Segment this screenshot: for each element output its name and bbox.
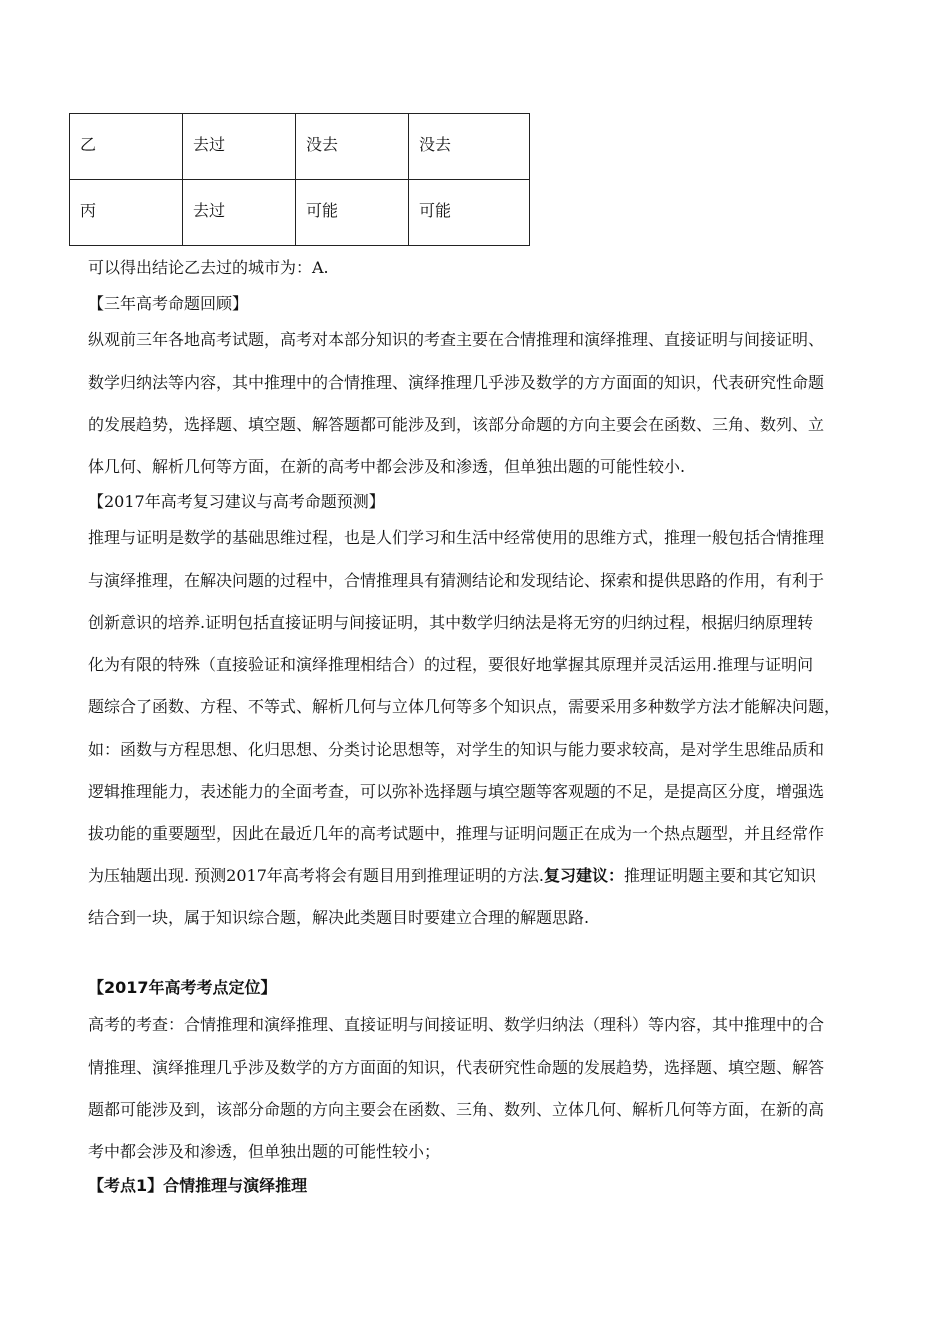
position-heading: 【2017年高考考点定位】: [88, 978, 277, 997]
table-cell: 没去: [409, 114, 530, 180]
conclusion-text: 可以得出结论乙去过的城市为：A.: [88, 258, 329, 277]
advice-line: 逻辑推理能力，表述能力的全面考查，可以弥补选择题与填空题等客观题的不足，是提高区分度，增强选: [88, 782, 825, 801]
city-visit-table: [69, 113, 530, 246]
advice-line: 创新意识的培养.证明包括直接证明与间接证明，其中数学归纳法是将无穷的归纳过程，根据归纳原理转: [88, 613, 814, 632]
advice-line-text: 推理证明题主要和其它知识: [624, 866, 817, 885]
advice-line: 结合到一块，属于知识综合题，解决此类题目时要建立合理的解题思路.: [88, 908, 590, 927]
advice-line: 与演绎推理，在解决问题的过程中，合情推理具有猜测结论和发现结论、探索和提供思路的作用，有利于: [88, 571, 825, 590]
review-heading: 【三年高考命题回顾】: [88, 294, 249, 313]
table-cell: 去过: [183, 114, 296, 180]
advice-line: 拔功能的重要题型，因此在最近几年的高考试题中，推理与证明问题正在成为一个热点题型，并且经常作: [88, 824, 825, 843]
position-line: 考中都会涉及和渗透，但单独出题的可能性较小；: [88, 1142, 441, 1161]
advice-line-text: 为压轴题出现. 预测2017年高考将会有题目用到推理证明的方法.: [88, 866, 544, 885]
position-line: 情推理、演绎推理几乎涉及数学的方方面面的知识，代表研究性命题的发展趋势，选择题、填空题、解答: [88, 1058, 825, 1077]
review-line: 体几何、解析几何等方面，在新的高考中都会涉及和渗透，但单独出题的可能性较小.: [88, 457, 686, 476]
advice-line: 如：函数与方程思想、化归思想、分类讨论思想等，对学生的知识与能力要求较高，是对学生思维品质和: [88, 740, 825, 759]
advice-heading: 【2017年高考复习建议与高考命题预测】: [88, 492, 385, 511]
review-line: 数学归纳法等内容，其中推理中的合情推理、演绎推理几乎涉及数学的方方面面的知识，代表研究性命题: [88, 373, 825, 392]
advice-line: 推理与证明是数学的基础思维过程，也是人们学习和生活中经常使用的思维方式，推理一般包括合情推理: [88, 528, 825, 547]
review-line: 的发展趋势，选择题、填空题、解答题都可能涉及到，该部分命题的方向主要会在函数、三角、数列、立: [88, 415, 825, 434]
advice-line: [88, 863, 816, 886]
table-cell: 丙: [70, 180, 183, 246]
table-cell: 乙: [70, 114, 183, 180]
table-cell: 可能: [409, 180, 530, 246]
table-row: [70, 114, 530, 180]
review-advice-label: 复习建议：: [543, 866, 624, 885]
table-row: [70, 180, 530, 246]
position-line: 高考的考查：合情推理和演绎推理、直接证明与间接证明、数学归纳法（理科）等内容，其中推理中的合: [88, 1015, 825, 1034]
position-line: 题都可能涉及到，该部分命题的方向主要会在函数、三角、数列、立体几何、解析几何等方面，在新的高: [88, 1100, 825, 1119]
table-cell: 没去: [296, 114, 409, 180]
advice-line: 化为有限的特殊（直接验证和演绎推理相结合）的过程，要很好地掌握其原理并灵活运用.推理与证明问: [88, 655, 814, 674]
table-cell: 去过: [183, 180, 296, 246]
table-cell: 可能: [296, 180, 409, 246]
review-line: 纵观前三年各地高考试题，高考对本部分知识的考查主要在合情推理和演绎推理、直接证明与间接证明、: [88, 330, 825, 349]
advice-line: 题综合了函数、方程、不等式、解析几何与立体几何等多个知识点，需要采用多种数学方法才能解决问题，: [88, 697, 841, 716]
point1-heading: 【考点1】合情推理与演绎推理: [88, 1176, 308, 1195]
